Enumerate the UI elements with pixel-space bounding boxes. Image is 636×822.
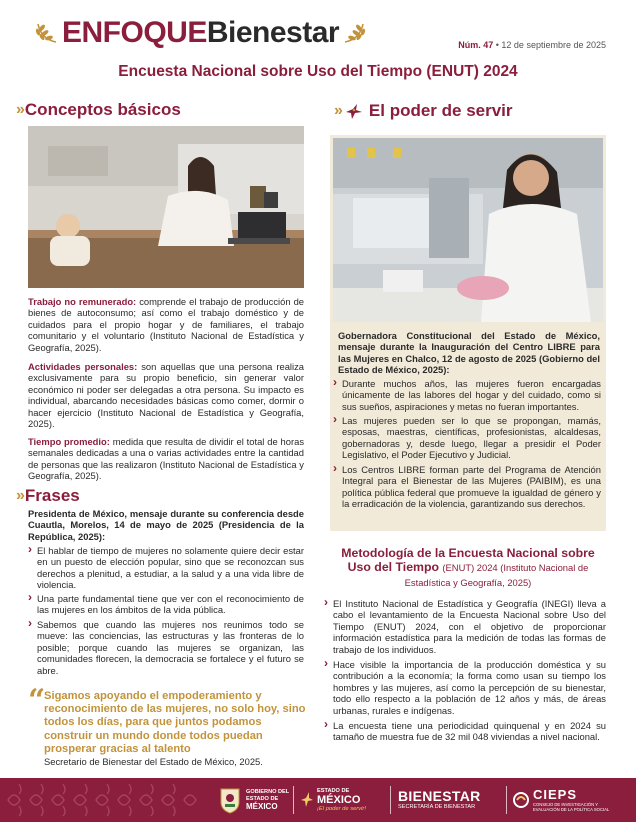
metodologia-bullet-2: › Hace visible la importancia de la producción doméstica y su contribución a la economía; la forma como usan su tiempo los hombres y las mujeres, así como la percepción de su bienestar, todo ello respecto a la población de 12 años y más, de áreas urbanas, rurales e indígenas.: [324, 659, 606, 716]
photo-scientist-lab: [333, 138, 603, 322]
hummingbird-icon: [300, 790, 314, 810]
coat-of-arms-icon: [218, 786, 242, 814]
concept-2-text: son aquellas que una persona realiza exclusivamente para su propio beneficio, sin generar valor económico ni poder ser delegadas a otra persona. Su impacto es individual, abarcando necesidades básicas como comer, dormir o hacer ejercicio (Instituto Nacional de Estadística y Geografía, 2025).: [28, 361, 304, 430]
logo-cieps: [512, 784, 621, 816]
issue-info: [458, 40, 606, 50]
cieps-sub: CONSEJO DE INVESTIGACIÓN Y EVALUACIÓN DE LA POLÍTICA SOCIAL: [533, 802, 610, 812]
gob-line-1: GOBIERNO DEL: [246, 789, 290, 795]
bienestar-wordmark: BIENESTAR: [398, 788, 481, 805]
footer-divider: [390, 786, 391, 814]
header: [0, 0, 636, 92]
edomex-line-1: ESTADO DE: [317, 787, 350, 794]
laurel-right-icon: [343, 20, 367, 46]
metodologia-title-text: Metodología de la Encuesta Nacional sobre Uso del Tiempo: [341, 546, 595, 574]
frases-intro: Presidenta de México, mensaje durante su conferencia desde Cuautla, Morelos, 14 de mayo de 2025 (Presidencia de la República, 2025):: [28, 508, 304, 542]
gob-line-2: ESTADO DE: [246, 795, 279, 802]
logo-gobierno-edomex: [218, 784, 289, 816]
edomex-line-2: MÉXICO: [317, 794, 361, 807]
frases-bullet-3: › Sabemos que cuando las mujeres nos reunimos todo se mueve: las conciencias, las estructuras y las fronteras de lo posible; porque cuando las mujeres se organizan, las comunidades florecen, la democracia se fortalece y el futuro se abre.: [28, 619, 304, 676]
laurel-left-icon: [34, 20, 58, 46]
concept-2: [28, 361, 304, 429]
concept-2-term: Actividades personales:: [28, 361, 138, 372]
chevron-double-icon: »: [334, 102, 340, 119]
footer-divider: [506, 786, 507, 814]
brand-wordmark: [62, 16, 339, 50]
metodologia-bullet-1: › El Instituto Nacional de Estadística y Geografía (INEGI) lleva a cabo el levantamiento de la Encuesta Nacional sobre Uso del Tiempo (ENUT) 2024, con el objetivo de proporcionar información estadística para la medición de todas las formas de trabajo de los individuos.: [324, 598, 606, 655]
concept-3-term: Tiempo promedio:: [28, 436, 110, 447]
chevron-double-icon: »: [16, 487, 22, 504]
metodologia-source: (ENUT) 2024 (Instituto Nacional de Estadística y Geografía, 2025): [404, 562, 589, 588]
hummingbird-icon: [343, 100, 365, 122]
frases-bullet-1: › El hablar de tiempo de mujeres no solamente quiere decir estar en un puesto de elección popular, sino que se reconozcan sus derechos a plenitud, a estudiar, a la salud y a una vida libre de violencia.: [28, 545, 304, 591]
frases-heading: [16, 486, 80, 506]
poder-bullet-1: › Durante muchos años, las mujeres fueron encargadas únicamente de las labores del hogar y del cuidado, como si sus sueños, aspiraciones y metas no fueran importantes.: [333, 378, 601, 412]
frases-heading-text: Frases: [24, 486, 80, 505]
poder-heading: [334, 100, 513, 122]
edomex-slogan: ¡El poder de servir!: [317, 806, 366, 813]
cieps-swirl-icon: [512, 791, 530, 809]
concept-1-text: comprende el trabajo de producción de bienes de autoconsumo; así como el trabajo doméstico y de cuidados para el propio hogar y de familiares, el trabajo comunitario y el voluntario (Instituto Nacional de Estadística y Geografía, 2025).: [28, 296, 305, 353]
logo-estado-mexico: [300, 784, 366, 816]
footer-pattern: [0, 778, 210, 822]
chevron-double-icon: »: [16, 101, 22, 118]
quote-text: Sigamos apoyando el empoderamiento y reconocimiento de las mujeres, no solo hoy, sino todos los días, para que juntos podamos construir un mundo donde todos puedan prosperar gracias al talento: [44, 690, 306, 755]
gob-line-3: MÉXICO: [246, 802, 278, 811]
brand-logo: [34, 16, 367, 50]
concept-1-term: Trabajo no remunerado:: [28, 296, 137, 307]
bienestar-sub: SECRETARÍA DE BIENESTAR: [398, 804, 476, 811]
photo-mother-working: [28, 126, 304, 288]
issue-number: Núm. 47: [458, 40, 494, 50]
poder-intro: Gobernadora Constitucional del Estado de México, mensaje durante la Inauguración del Centro LIBRE para las Mujeres en Chalco, 12 de agosto de 2025 (Gobierno del Estado de México, 2025):: [338, 330, 600, 376]
issue-date: • 12 de septiembre de 2025: [495, 40, 606, 50]
footer-divider: [293, 786, 294, 814]
metodologia-title: [332, 546, 604, 590]
concept-3: [28, 436, 304, 482]
poder-bullet-2: › Las mujeres pueden ser lo que se propongan, mamás, esposas, maestras, científicas, profesionistas, alcaldesas, gobernadoras y, desde luego, llegar a presidir el Poder Legislativo, el Poder Ejecutivo y Judicial.: [333, 415, 601, 461]
logo-bienestar: [398, 784, 481, 816]
concept-3-text: medida que resulta de dividir el total de horas semanales dedicadas a una o varias actividades entre la cantidad de personas que las realizaron (Instituto Nacional de Estadística y Geografía, 2025).: [28, 436, 305, 482]
poder-heading-text: El poder de servir: [368, 101, 513, 120]
quote-attribution: Secretario de Bienestar del Estado de México, 2025.: [44, 756, 263, 767]
concept-1: [28, 296, 304, 353]
page-title: Encuesta Nacional sobre Uso del Tiempo (ENUT) 2024: [118, 63, 518, 80]
conceptos-heading: [16, 100, 181, 120]
conceptos-heading-text: Conceptos básicos: [24, 100, 181, 119]
frases-bullet-2: › Una parte fundamental tiene que ver con el reconocimiento de las mujeres en los ámbitos de la vida pública.: [28, 593, 304, 616]
metodologia-bullet-3: › La encuesta tiene una periodicidad quinquenal y en 2024 su tamaño de muestra fue de 32 mil 048 viviendas a nivel nacional.: [324, 720, 606, 743]
footer: [0, 778, 636, 822]
cieps-wordmark: CIEPS: [533, 787, 578, 802]
poder-bullet-3: › Los Centros LIBRE forman parte del Programa de Atención Integral para el Bienestar de las Mujeres (PAIBIM), es una política pública federal que promueve la igualdad de género y la erradicación de la violencia, garantizando sus derechos.: [333, 464, 601, 510]
brand-part-1: ENFOQUE: [62, 16, 207, 49]
quote-mark-icon: “: [28, 683, 46, 718]
brand-part-2: Bienestar: [206, 16, 340, 49]
